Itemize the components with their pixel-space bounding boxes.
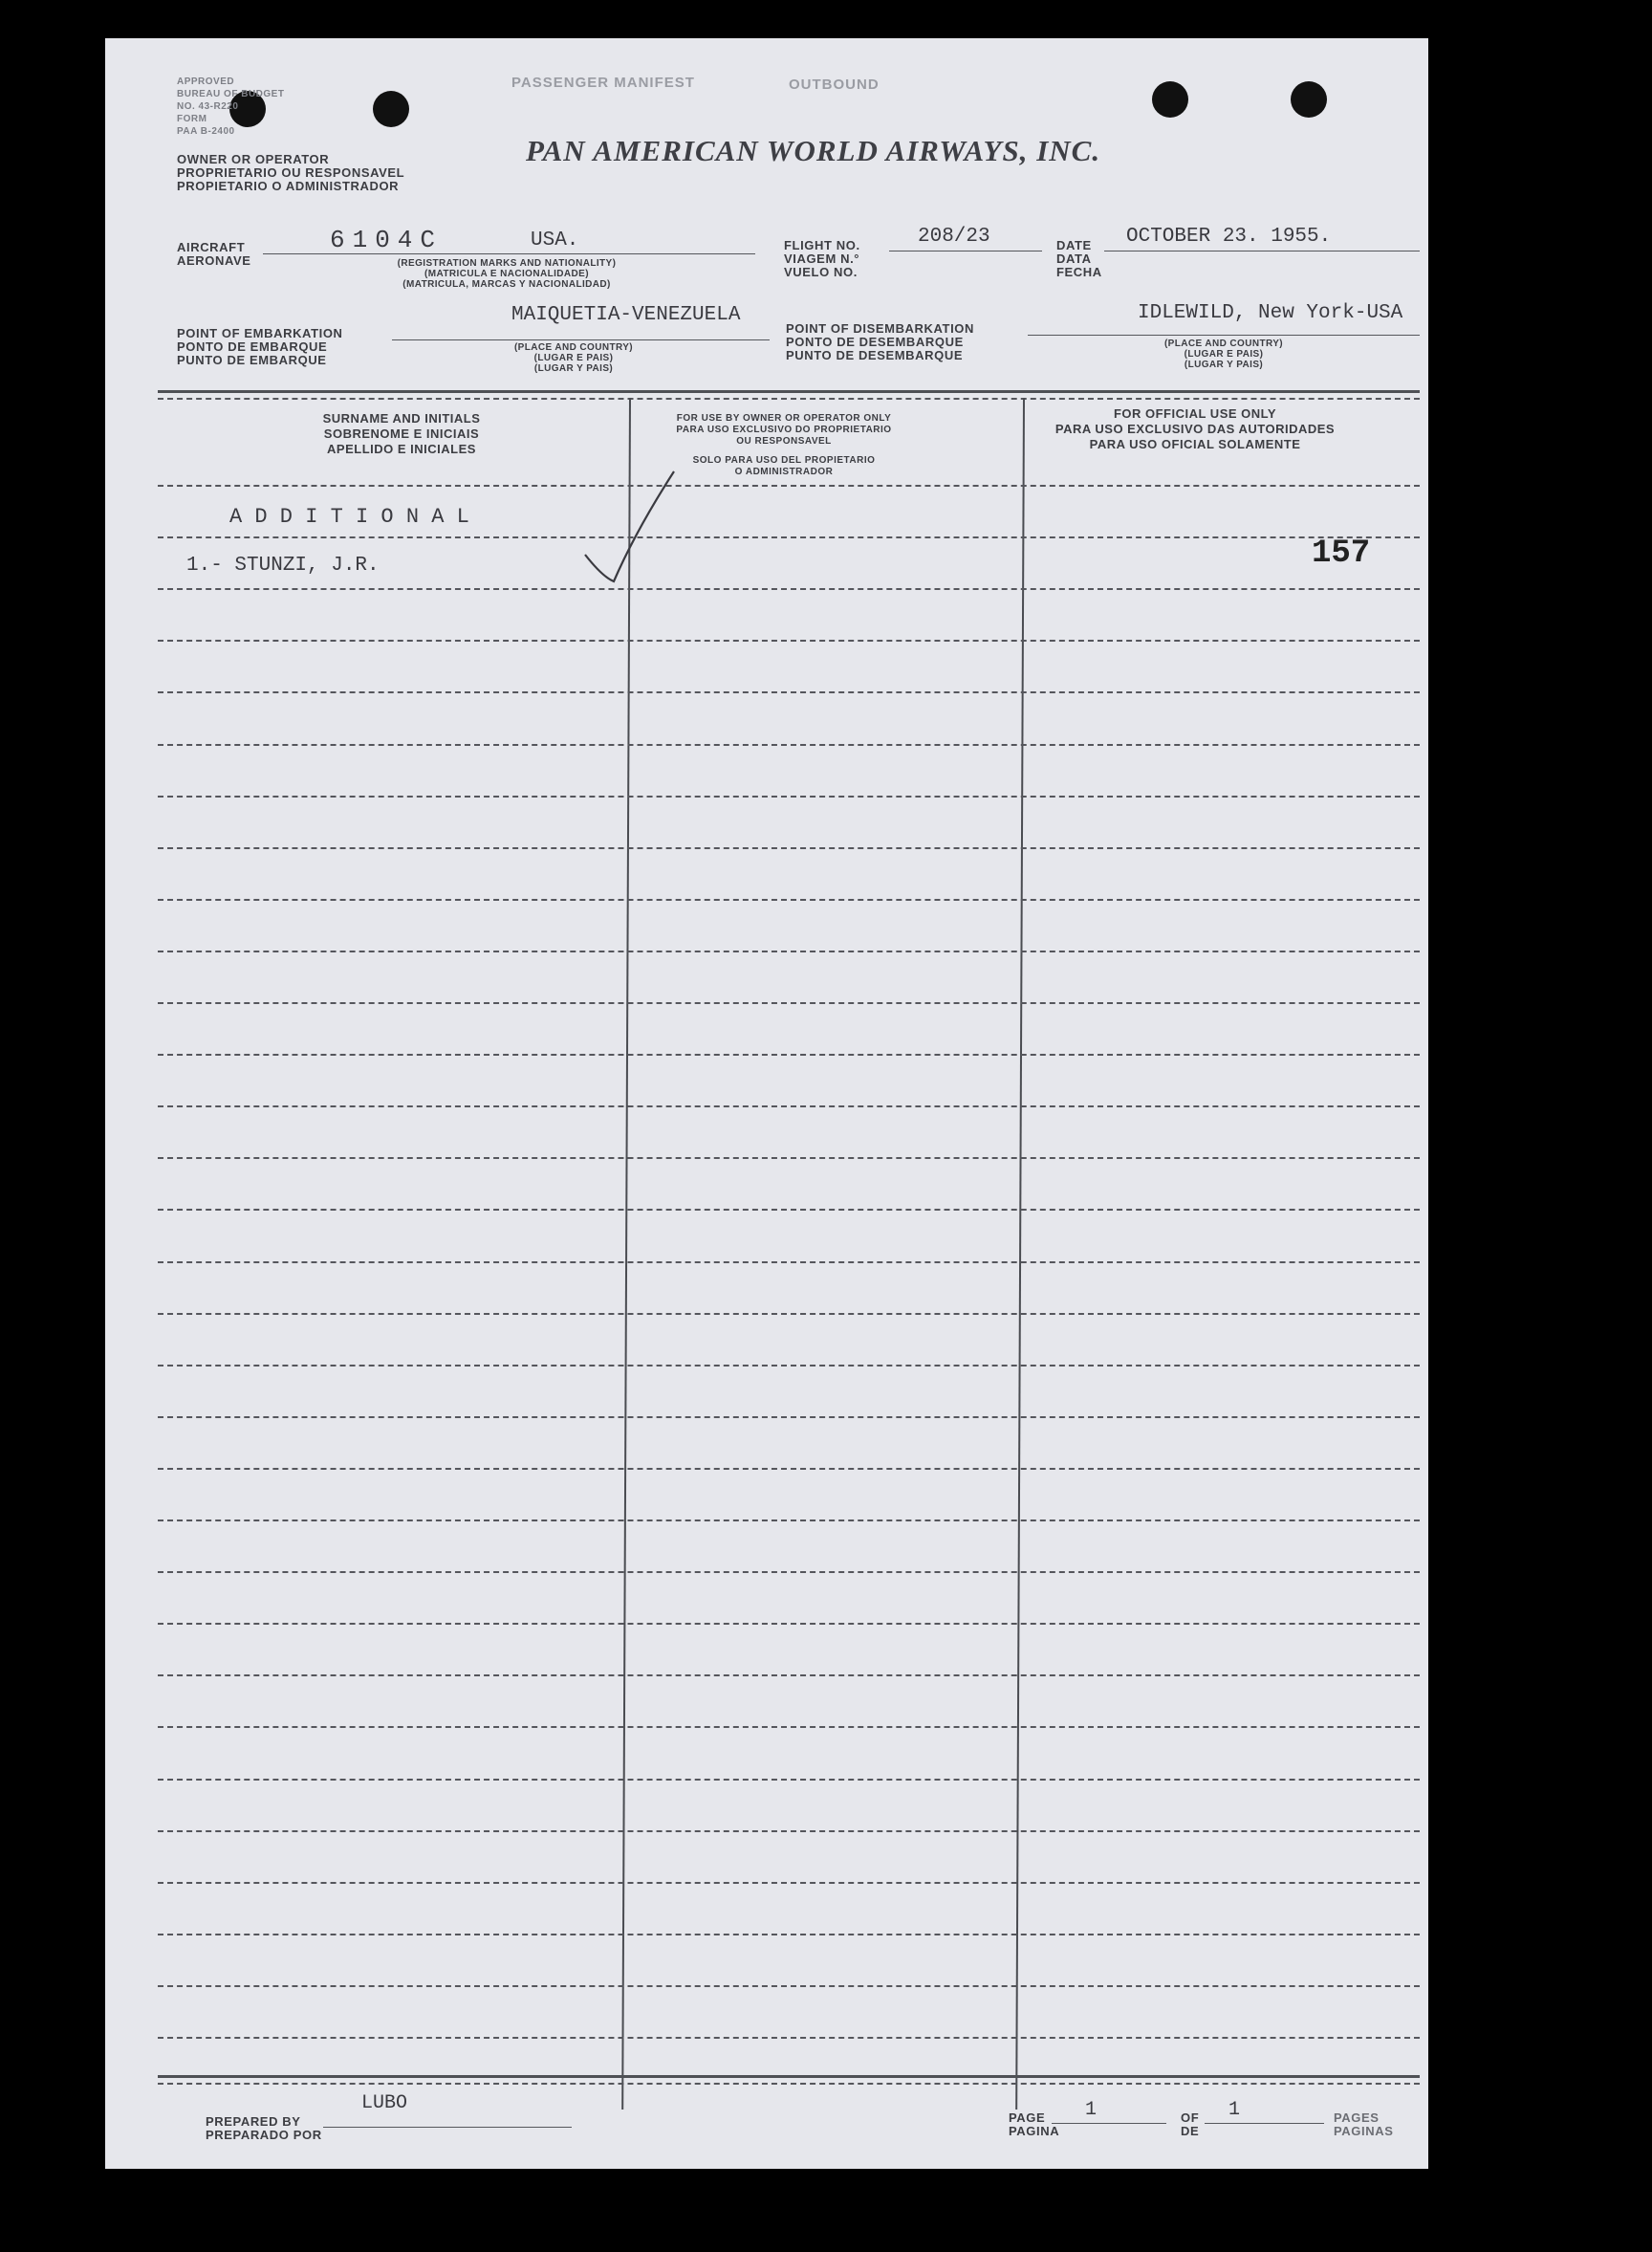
prepared-by-value: LUBO [361, 2092, 408, 2114]
punch-hole-2 [373, 91, 409, 127]
approved-line-3: NO. 43-R220 [177, 101, 239, 112]
table-row-rule [158, 899, 1420, 901]
owner-label: OWNER OR OPERATOR PROPRIETARIO OU RESPONSAVEL PROPIETARIO O ADMINISTRADOR [177, 152, 405, 193]
approved-line-1: APPROVED [177, 77, 235, 87]
flight-label: FLIGHT NO. VIAGEM N.° VUELO NO. [784, 238, 860, 279]
table-row-rule [158, 1105, 1420, 1107]
table-row-rule [158, 1985, 1420, 1987]
table-row-rule [158, 1726, 1420, 1728]
form-title-faint-2: OUTBOUND [789, 77, 880, 93]
table-row-rule [158, 691, 1420, 693]
punch-hole-4 [1291, 81, 1327, 118]
passenger-row-1-official-number: 157 [1312, 536, 1371, 572]
table-row-rule [158, 485, 1420, 487]
embarkation-sub-label: (PLACE AND COUNTRY) (LUGAR E PAIS) (LUGAR Y PAIS) [513, 342, 634, 374]
form-title-faint: PASSENGER MANIFEST [511, 75, 695, 91]
aircraft-sub-label: (REGISTRATION MARKS AND NATIONALITY) (MATRICULA E NACIONALIDADE) (MATRICULA, MARCAS Y NACIONALIDAD) [397, 258, 617, 290]
table-row-rule [158, 1779, 1420, 1781]
aircraft-registration: 6104C [330, 226, 444, 254]
table-row-rule [158, 744, 1420, 746]
approved-line-2: BUREAU OF BUDGET [177, 89, 285, 99]
table-row-rule [158, 1882, 1420, 1884]
table-row-rule [158, 951, 1420, 952]
approved-line-5: PAA B-2400 [177, 126, 235, 137]
table-row-rule [158, 1468, 1420, 1470]
flight-date: OCTOBER 23. 1955. [1126, 226, 1332, 248]
check-mark-icon [574, 464, 679, 588]
owner-use-text-2: SOLO PARA USO DEL PROPIETARIO O ADMINISTRADOR [692, 455, 876, 477]
embarkation-place: MAIQUETIA-VENEZUELA [511, 304, 741, 326]
approved-line-4: FORM [177, 114, 207, 124]
of-label: OF DE [1181, 2110, 1200, 2138]
embarkation-label: POINT OF EMBARKATION PONTO DE EMBARQUE PUNTO DE EMBARQUE [177, 326, 343, 367]
company-name: PAN AMERICAN WORLD AIRWAYS, INC. [526, 134, 1101, 167]
date-label: DATE DATA FECHA [1056, 238, 1102, 279]
table-row-rule [158, 1002, 1420, 1004]
disembarkation-sub-label: (PLACE AND COUNTRY) (LUGAR E PAIS) (LUGAR Y PAIS) [1163, 339, 1284, 370]
aircraft-label: AIRCRAFT AERONAVE [177, 240, 251, 268]
manifest-form [105, 38, 1428, 2169]
column-header-official: FOR OFFICIAL USE ONLY PARA USO EXCLUSIVO DAS AUTORIDADES PARA USO OFICIAL SOLAMENTE [1054, 406, 1336, 451]
additional-heading: A D D I T I O N A L [229, 505, 469, 529]
prepared-by-label: PREPARED BY PREPARADO POR [206, 2114, 322, 2142]
table-row-rule [158, 640, 1420, 642]
table-row-rule [158, 1674, 1420, 1676]
table-row-rule [158, 1830, 1420, 1832]
flight-number: 208/23 [918, 226, 990, 248]
table-row-rule [158, 2037, 1420, 2039]
table-row-rule [158, 588, 1420, 590]
table-row-rule [158, 1157, 1420, 1159]
table-row-rule [158, 1623, 1420, 1625]
table-row-rule [158, 1571, 1420, 1573]
column-divider-2 [1015, 398, 1025, 2110]
total-pages: 1 [1228, 2099, 1241, 2121]
table-row-rule [158, 1054, 1420, 1056]
table-row-rule [158, 1934, 1420, 1935]
table-bottom-rule [158, 2075, 1420, 2078]
pages-label: PAGES PAGINAS [1334, 2110, 1394, 2138]
table-row-rule [158, 1261, 1420, 1263]
table-row-rule [158, 847, 1420, 849]
table-row-rule [158, 1520, 1420, 1521]
passenger-row-1-name: 1.- STUNZI, J.R. [186, 555, 380, 577]
table-row-rule [158, 1365, 1420, 1367]
owner-use-text-1: FOR USE BY OWNER OR OPERATOR ONLY PARA USO EXCLUSIVO DO PROPRIETARIO OU RESPONSAVEL [676, 413, 892, 447]
disembarkation-place: IDLEWILD, New York-USA [1138, 302, 1403, 324]
table-row-rule [158, 536, 1420, 538]
table-row-rule [158, 1416, 1420, 1418]
column-header-surname: SURNAME AND INITIALS SOBRENOME E INICIAIS APELLIDO E INICIALES [322, 411, 481, 456]
table-top-rule [158, 390, 1420, 393]
disembarkation-label: POINT OF DISEMBARKATION PONTO DE DESEMBARQUE PUNTO DE DESEMBARQUE [786, 321, 974, 362]
table-row-rule [158, 1313, 1420, 1315]
punch-hole-3 [1152, 81, 1188, 118]
page-label: PAGE PAGINA [1009, 2110, 1060, 2138]
aircraft-nationality: USA. [531, 230, 579, 251]
column-divider-1 [621, 398, 631, 2110]
table-row-rule [158, 1209, 1420, 1211]
page-number: 1 [1085, 2099, 1098, 2121]
table-row-rule [158, 796, 1420, 798]
